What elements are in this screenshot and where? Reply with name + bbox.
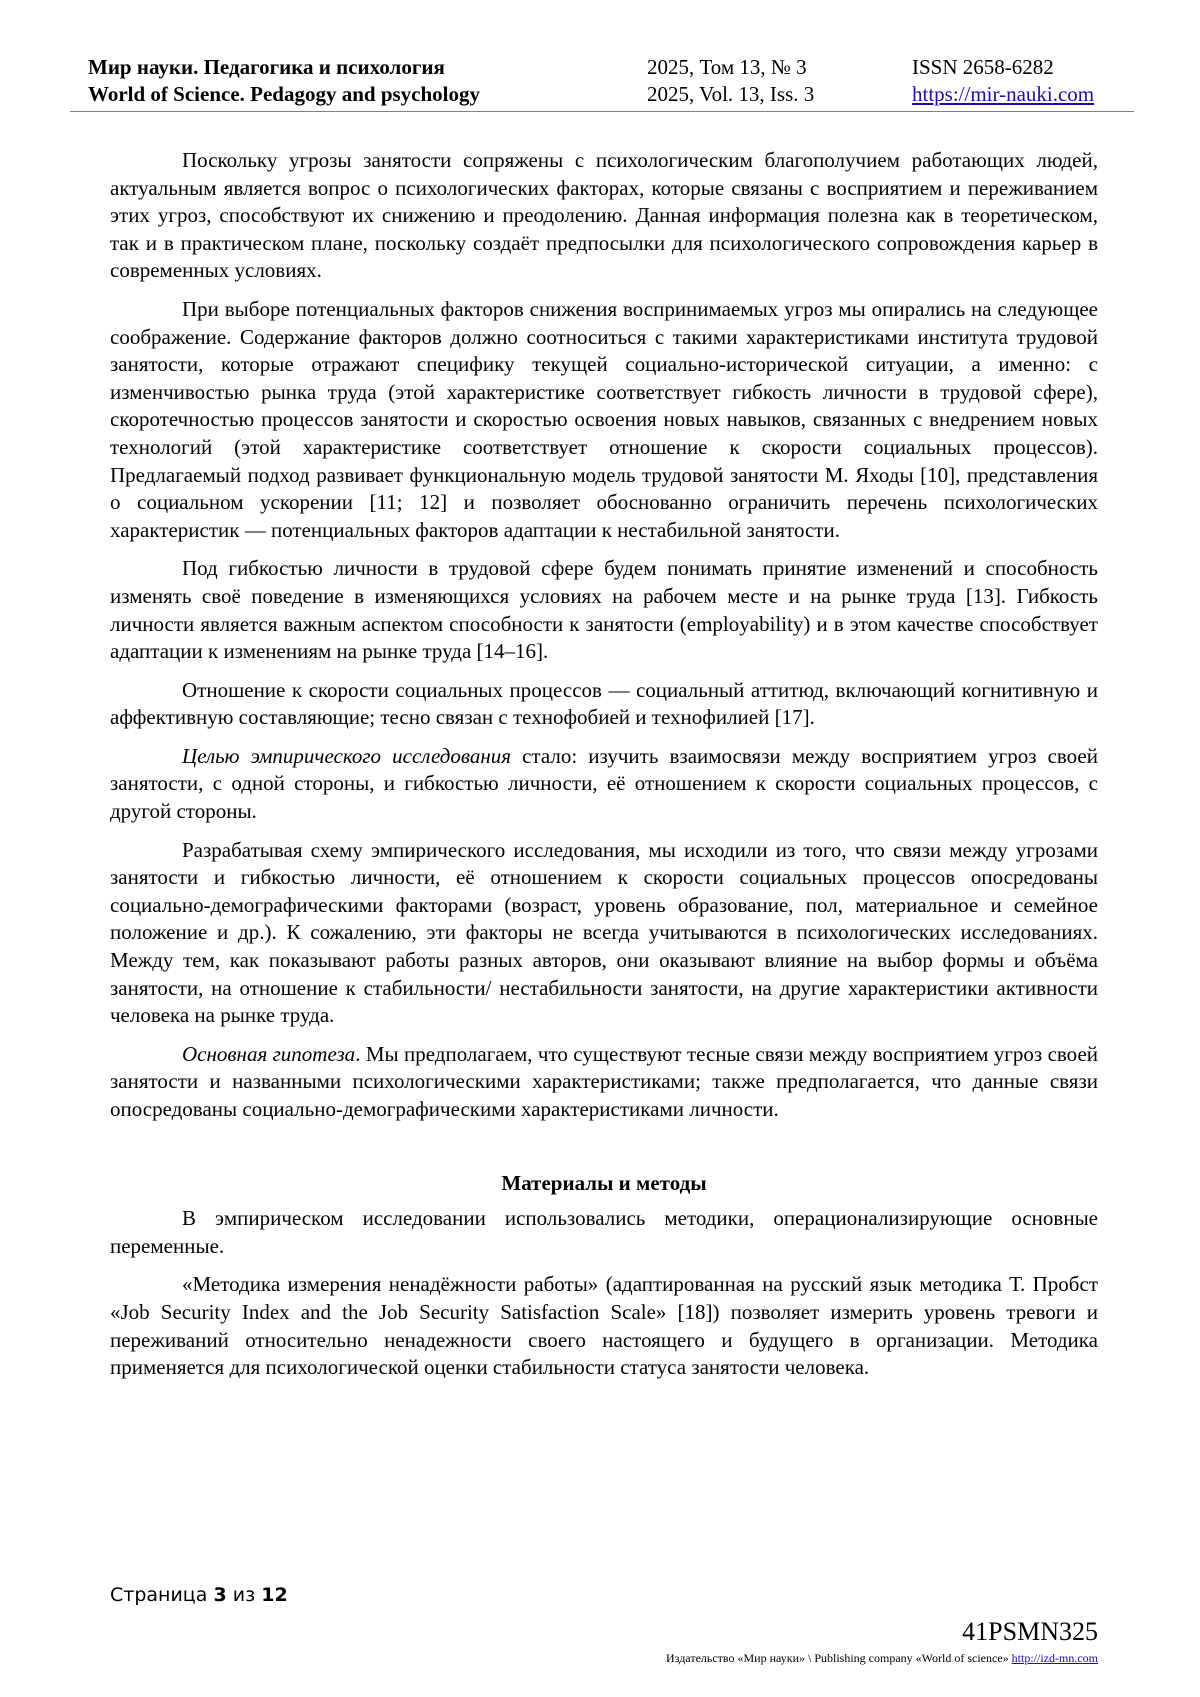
paragraph-5 (110, 743, 1098, 826)
journal-title-en: World of Science. Pedagogy and psychology (88, 82, 481, 106)
paragraph-8: В эмпирическом исследовании использовались методики, операционализирующие основные переменные. (110, 1206, 1098, 1258)
issue-info (647, 54, 814, 108)
publisher-link[interactable]: http://izd-mn.com (1011, 1651, 1098, 1665)
page-number (110, 1584, 288, 1606)
hypothesis-text: . Мы предполагаем, что существуют тесные связи между восприятием угроз своей занятости и названными психологическими характеристиками; также предполагается, что данные связи опосредованы социально-демографическими характеристиками личности. (110, 1041, 1098, 1121)
hypothesis-label: Основная гипотеза (182, 1041, 356, 1066)
article-body (110, 147, 1098, 1393)
paragraph-6: Разрабатывая схему эмпирического исследования, мы исходили из того, что связи между угрозами занятости и гибкостью личности, её отношением к скорости социальных процессов опосредованы социально-демографическими факторами (возраст, уровень образование, пол, материальное и семейное положение и др.). К сожалению, эти факторы не всегда учитываются в психологических исследованиях. Между тем, как показывают работы разных авторов, они оказывают влияние на выбор формы и объёма занятости, на отношение к стабильности/ нестабильности занятости, на другие характеристики активности человека на рынке труда. (110, 837, 1098, 1028)
issue-ru: 2025, Том 13, № 3 (647, 55, 807, 79)
section-heading: Материалы и методы (501, 1170, 707, 1195)
journal-title-ru: Мир науки. Педагогика и психология (88, 55, 445, 79)
current-page: 3 (213, 1584, 227, 1606)
article-code: 41PSMN325 (962, 1617, 1098, 1646)
publisher-text: Издательство «Мир науки» \ Publishing company «World of science» (666, 1651, 1009, 1665)
publisher-line (666, 1651, 1098, 1666)
of-label: из (232, 1584, 256, 1606)
paragraph-9: «Методика измерения ненадёжности работы» (адаптированная на русский язык методика Т. Пробст «Job Security Index and the Job Security Satisfaction Scale» [18]) позволяет измерить уровень тревоги и переживаний относительно ненадежности своего настоящего и будущего в организации. Методика применяется для психологической оценки стабильности статуса занятости человека. (110, 1272, 1098, 1380)
issue-en: 2025, Vol. 13, Iss. 3 (647, 82, 815, 106)
issn-block (912, 54, 1094, 108)
paragraph-4: Отношение к скорости социальных процессов — социальный аттитюд, включающий когнитивную и аффективную составляющие; тесно связан с технофобией и технофилией [17]. (110, 677, 1098, 730)
issn: ISSN 2658-6282 (912, 55, 1054, 79)
paragraph-7 (110, 1041, 1098, 1124)
page-label: Страница (110, 1584, 208, 1606)
header-divider (70, 111, 1134, 112)
journal-url-link[interactable]: https://mir-nauki.com (912, 82, 1095, 106)
total-pages: 12 (261, 1584, 288, 1606)
research-aim-text: стало: изучить взаимосвязи между восприятием угроз своей занятости, с одной стороны, и гибкостью личности, её отношением к скорости социальных процессов, с другой стороны. (110, 743, 1098, 824)
research-aim-label: Целью эмпирического исследования (182, 743, 512, 768)
paragraph-2: При выборе потенциальных факторов снижения воспринимаемых угроз мы опирались на следующее соображение. Содержание факторов должно соотноситься с такими характеристиками института трудовой занятости, которые отражают специфику текущей социально-исторической ситуации, а именно: с изменчивостью рынка труда (этой характеристике соответствует гибкость личности в трудовой сфере), скоротечностью процессов занятости и скоростью освоения новых навыков, связанных с внедрением новых технологий (этой характеристике соответствует отношение к скорости социальных процессов). Предлагаемый подход развивает функциональную модель трудовой занятости М. Яходы [10], представления о социальном ускорении [11; 12] и позволяет обоснованно ограничить перечень психологических характеристик — потенциальных факторов адаптации к нестабильной занятости. (110, 296, 1098, 542)
paragraph-3: Под гибкостью личности в трудовой сфере будем понимать принятие изменений и способность изменять своё поведение в изменяющихся условиях на рабочем месте и на рынке труда [13]. Гибкость личности является важным аспектом способности к занятости (employability) и в этом качестве способствует адаптации к изменениям на рынке труда [14–16]. (110, 556, 1098, 664)
paragraph-1: Поскольку угрозы занятости сопряжены с психологическим благополучием работающих людей, актуальным является вопрос о психологических факторах, которые связаны с восприятием и переживанием этих угроз, способствуют их снижению и преодолению. Данная информация полезна как в теоретическом, так и в практическом плане, поскольку создаёт предпосылки для психологического сопровождения карьер в современных условиях. (110, 148, 1098, 283)
journal-title (88, 54, 480, 108)
